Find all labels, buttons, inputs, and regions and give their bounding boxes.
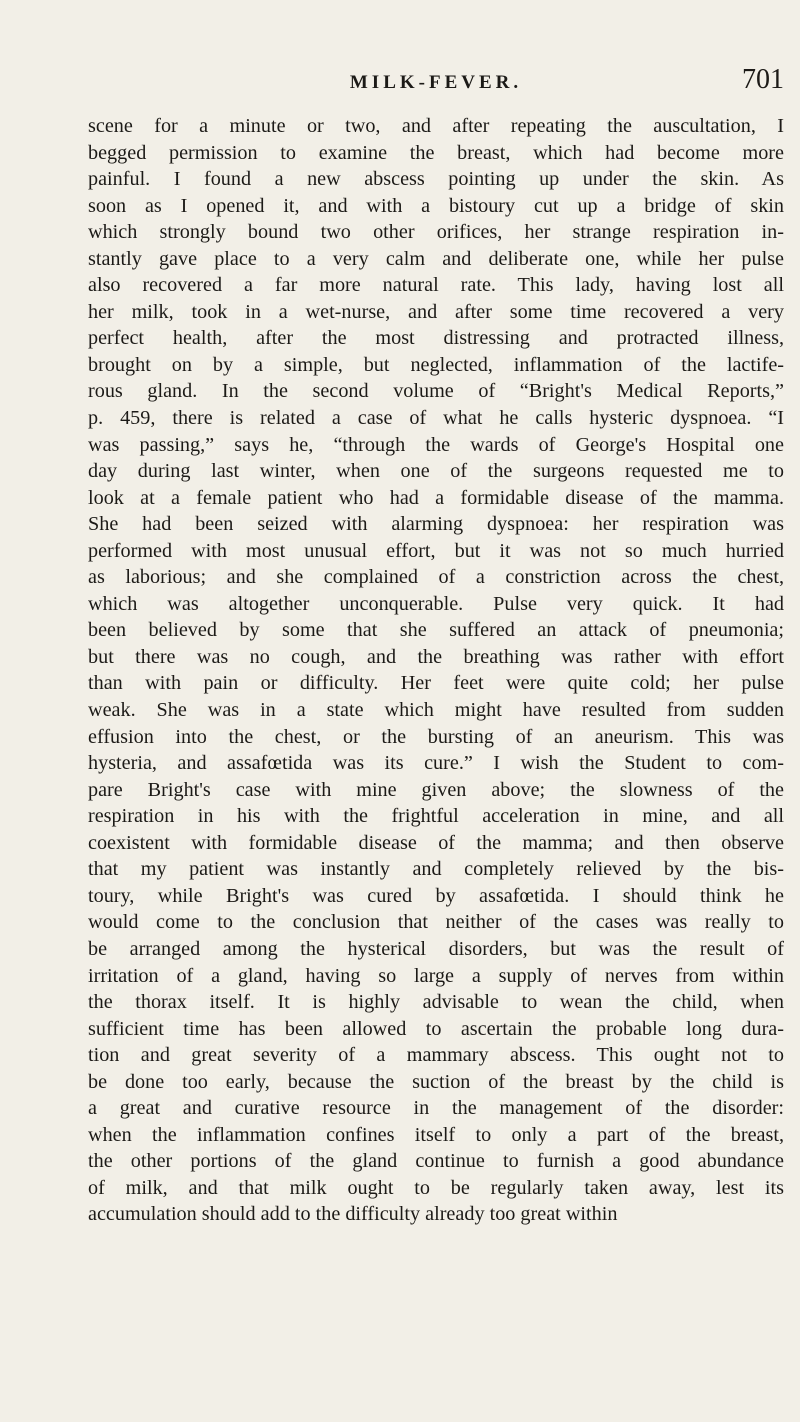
- text-line: day during last winter, when one of the surgeons requested me to: [88, 460, 784, 483]
- text-line: been believed by some that she suffered an attack of pneumonia;: [88, 619, 784, 642]
- text-line: which was altogether unconquerable. Pulse very quick. It had: [88, 592, 784, 615]
- text-line: toury, while Bright's was cured by assafœtida. I should think he: [88, 884, 784, 907]
- text-line: that my patient was instantly and completely relieved by the bis-: [88, 858, 784, 881]
- text-line: but there was no cough, and the breathing was rather with effort: [88, 645, 784, 668]
- running-head: MILK-FEVER.: [349, 72, 523, 93]
- text-line: coexistent with formidable disease of the mamma; and then observe: [88, 831, 784, 854]
- text-line: accumulation should add to the difficulty already too great within: [88, 1203, 618, 1226]
- text-line: scene for a minute or two, and after repeating the auscultation, I: [88, 115, 784, 137]
- text-line: painful. I found a new abscess pointing up under the skin. As: [88, 168, 784, 191]
- text-line: performed with most unusual effort, but it was not so much hurried: [88, 539, 784, 562]
- text-line: would come to the conclusion that neither of the cases was really to: [88, 911, 784, 934]
- text-line: also recovered a far more natural rate. This lady, having lost all: [88, 274, 784, 297]
- text-line: weak. She was in a state which might have resulted from sudden: [88, 699, 784, 722]
- text-line: a great and curative resource in the management of the disorder:: [88, 1097, 784, 1120]
- page-header: [88, 64, 784, 98]
- text-line: when the inflammation confines itself to only a part of the breast,: [88, 1123, 784, 1146]
- text-line: begged permission to examine the breast, which had become more: [88, 141, 784, 164]
- text-line: the other portions of the gland continue to furnish a good abundance: [88, 1150, 784, 1173]
- text-line: was passing,” says he, “through the wards of George's Hospital one: [88, 433, 784, 456]
- text-line: soon as I opened it, and with a bistoury cut up a bridge of skin: [88, 194, 784, 217]
- text-line: perfect health, after the most distressing and protracted illness,: [88, 327, 784, 350]
- text-line: her milk, took in a wet-nurse, and after some time recovered a very: [88, 300, 784, 323]
- text-line: hysteria, and assafœtida was its cure.” I wish the Student to com-: [88, 752, 784, 775]
- page-number: 701: [742, 64, 784, 95]
- text-line: which strongly bound two other orifices, her strange respiration in-: [88, 221, 784, 244]
- text-line: effusion into the chest, or the bursting of an aneurism. This was: [88, 725, 784, 748]
- text-line: the thorax itself. It is highly advisable to wean the child, when: [88, 991, 784, 1014]
- text-line: rous gland. In the second volume of “Bright's Medical Reports,”: [88, 380, 784, 403]
- text-line: be done too early, because the suction of the breast by the child is: [88, 1070, 784, 1093]
- text-line: brought on by a simple, but neglected, inflammation of the lactife-: [88, 353, 784, 376]
- text-line: of milk, and that milk ought to be regularly taken away, lest its: [88, 1176, 784, 1199]
- text-line: pare Bright's case with mine given above; the slowness of the: [88, 778, 784, 801]
- text-line: She had been seized with alarming dyspnoea: her respiration was: [88, 513, 784, 536]
- text-line: stantly gave place to a very calm and deliberate one, while her pulse: [88, 247, 784, 270]
- text-line: than with pain or difficulty. Her feet were quite cold; her pulse: [88, 672, 784, 695]
- text-line: tion and great severity of a mammary abscess. This ought not to: [88, 1044, 784, 1067]
- text-line: irritation of a gland, having so large a supply of nerves from within: [88, 964, 784, 987]
- text-line: be arranged among the hysterical disorders, but was the result of: [88, 937, 784, 960]
- text-line: respiration in his with the frightful acceleration in mine, and all: [88, 805, 784, 828]
- text-line: as laborious; and she complained of a constriction across the chest,: [88, 566, 784, 589]
- text-line: sufficient time has been allowed to ascertain the probable long dura-: [88, 1017, 784, 1040]
- text-line: look at a female patient who had a formidable disease of the mamma.: [88, 486, 784, 509]
- body-text: [88, 113, 784, 1228]
- text-line: p. 459, there is related a case of what he calls hysteric dyspnoea. “I: [88, 407, 784, 430]
